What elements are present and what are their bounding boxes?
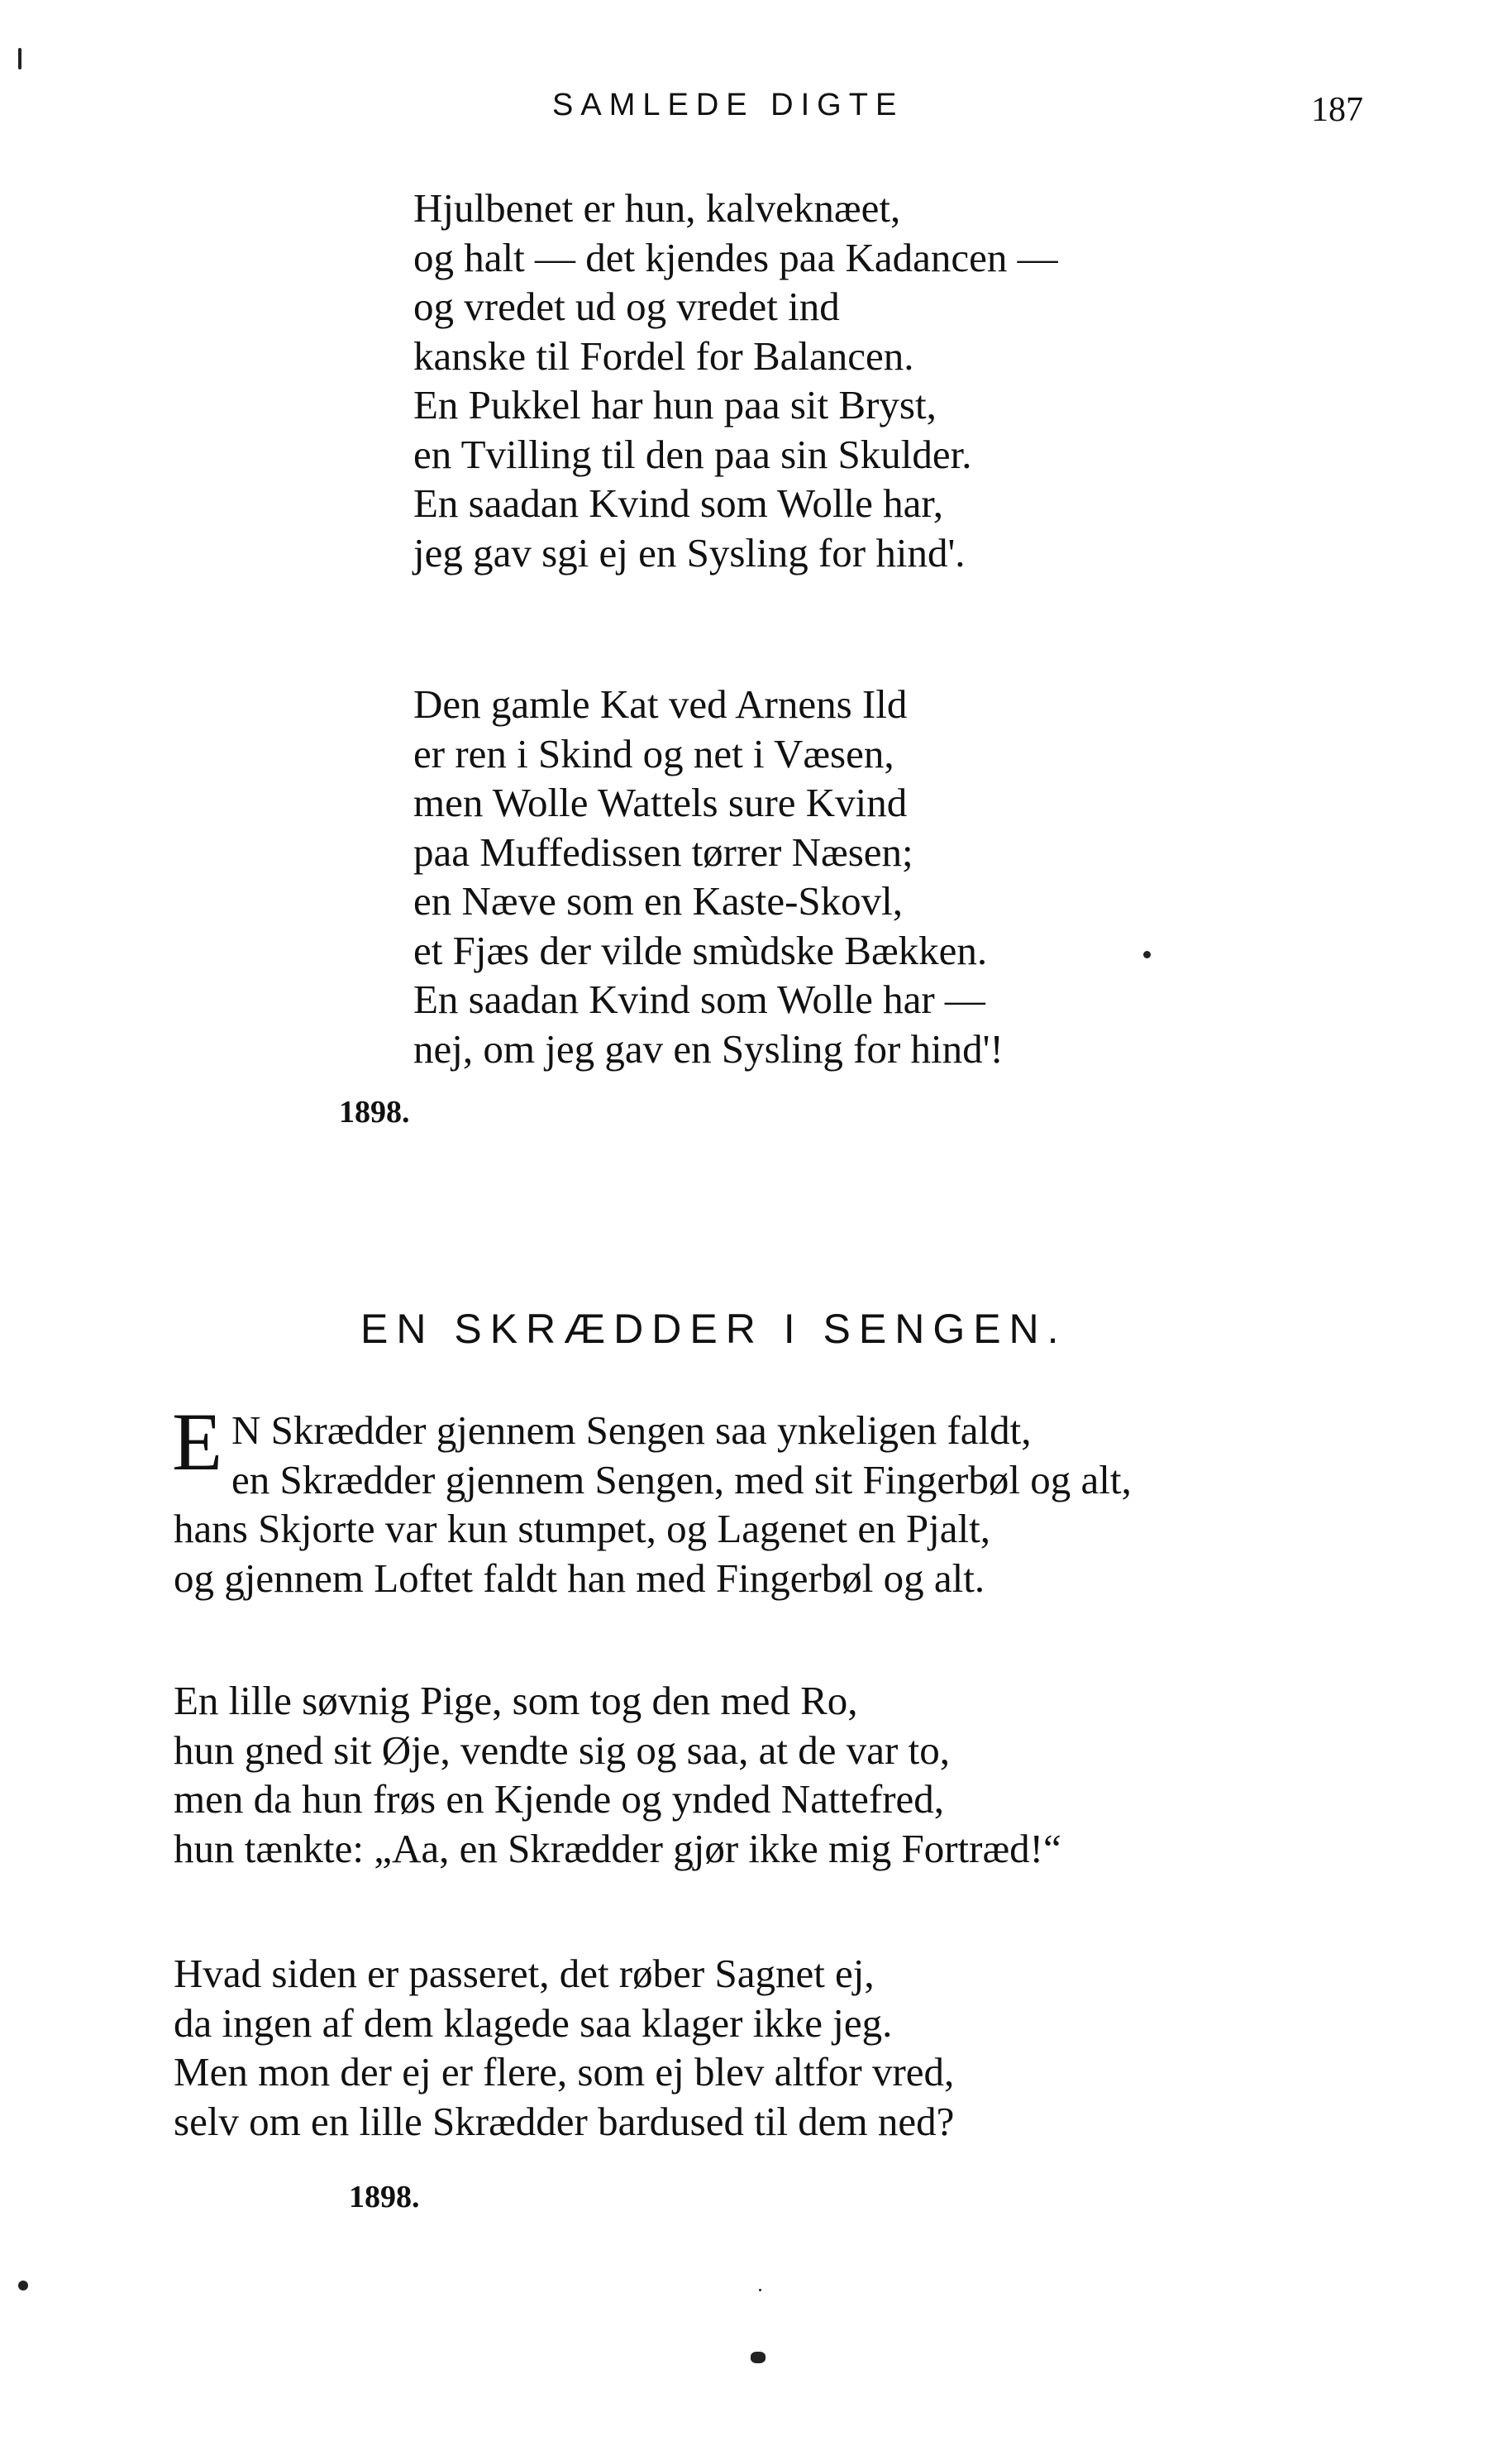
poem2-stanza-2 xyxy=(174,1676,1061,1873)
verse-line: Hjulbenet er hun, kalveknæet, xyxy=(413,185,901,231)
verse-line: Men mon der ej er flere, som ej blev altfor vred, xyxy=(174,2049,955,2095)
verse-line: og halt — det kjendes paa Kadancen — xyxy=(413,234,1058,280)
scan-speck xyxy=(18,48,21,69)
verse-line: og vredet ud og vredet ind xyxy=(413,284,840,329)
drop-cap: E xyxy=(172,1396,223,1488)
verse-line: er ren i Skind og net i Væsen, xyxy=(413,730,894,776)
verse-line: Den gamle Kat ved Arnens Ild xyxy=(413,681,908,727)
poem2-stanza-1 xyxy=(174,1406,1132,1603)
page-number: 187 xyxy=(1311,91,1363,129)
verse-line: En saadan Kvind som Wolle har, xyxy=(413,480,943,526)
verse-line: kanske til Fordel for Balancen. xyxy=(413,332,914,379)
verse-line: En lille søvnig Pige, som tog den med Ro, xyxy=(174,1678,858,1723)
poem2-title: EN SKRÆDDER I SENGEN. xyxy=(360,1306,1067,1352)
verse-line: En saadan Kvind som Wolle har — xyxy=(413,977,985,1022)
poem2-stanza-3 xyxy=(174,1949,954,2146)
verse-line: N Skrædder gjennem Sengen saa ynkeligen faldt, xyxy=(231,1407,1032,1453)
verse-line: men da hun frøs en Kjende og ynded Nattefred, xyxy=(174,1776,945,1822)
verse-line: selv om en lille Skrædder bardused til dem ned? xyxy=(174,2098,955,2144)
verse-line: nej, om jeg gav en Sysling for hind'! xyxy=(413,1025,1004,1072)
scan-speck xyxy=(759,2289,761,2291)
verse-line: en Skrædder gjennem Sengen, med sit Fingerbøl og alt, xyxy=(231,1456,1132,1502)
verse-line: en Næve som en Kaste-Skovl, xyxy=(413,878,903,924)
running-title: SAMLEDE DIGTE xyxy=(552,88,904,122)
verse-line: hun gned sit Øje, vendte sig og saa, at de var to, xyxy=(174,1727,950,1773)
scan-speck xyxy=(751,2352,766,2363)
scan-speck xyxy=(18,2281,28,2290)
poem1-date: 1898. xyxy=(339,1095,410,1130)
poem1-stanza-1 xyxy=(413,184,1058,577)
verse-line: Hvad siden er passeret, det røber Sagnet ej, xyxy=(174,1951,875,1996)
verse-line: men Wolle Wattels sure Kvind xyxy=(413,780,908,825)
poem2-date: 1898. xyxy=(349,2180,420,2214)
verse-line: jeg gav sgi ej en Sysling for hind'. xyxy=(413,529,966,576)
verse-line: da ingen af dem klagede saa klager ikke jeg. xyxy=(174,1999,893,2046)
verse-line: En Pukkel har hun paa sit Bryst, xyxy=(413,382,937,428)
poem1-stanza-2 xyxy=(413,680,1004,1073)
scan-speck xyxy=(1143,951,1151,958)
verse-line: en Tvilling til den paa sin Skulder. xyxy=(413,431,972,477)
verse-line: og gjennem Loftet faldt han med Fingerbøl og alt. xyxy=(174,1555,985,1601)
verse-line: paa Muffedissen tørrer Næsen; xyxy=(413,829,913,875)
verse-line: hun tænkte: „Aa, en Skrædder gjør ikke mig Fortræd!“ xyxy=(174,1825,1061,1871)
verse-line: et Fjæs der vilde smùdske Bækken. xyxy=(413,927,988,973)
verse-line: hans Skjorte var kun stumpet, og Lagenet en Pjalt, xyxy=(174,1506,990,1551)
